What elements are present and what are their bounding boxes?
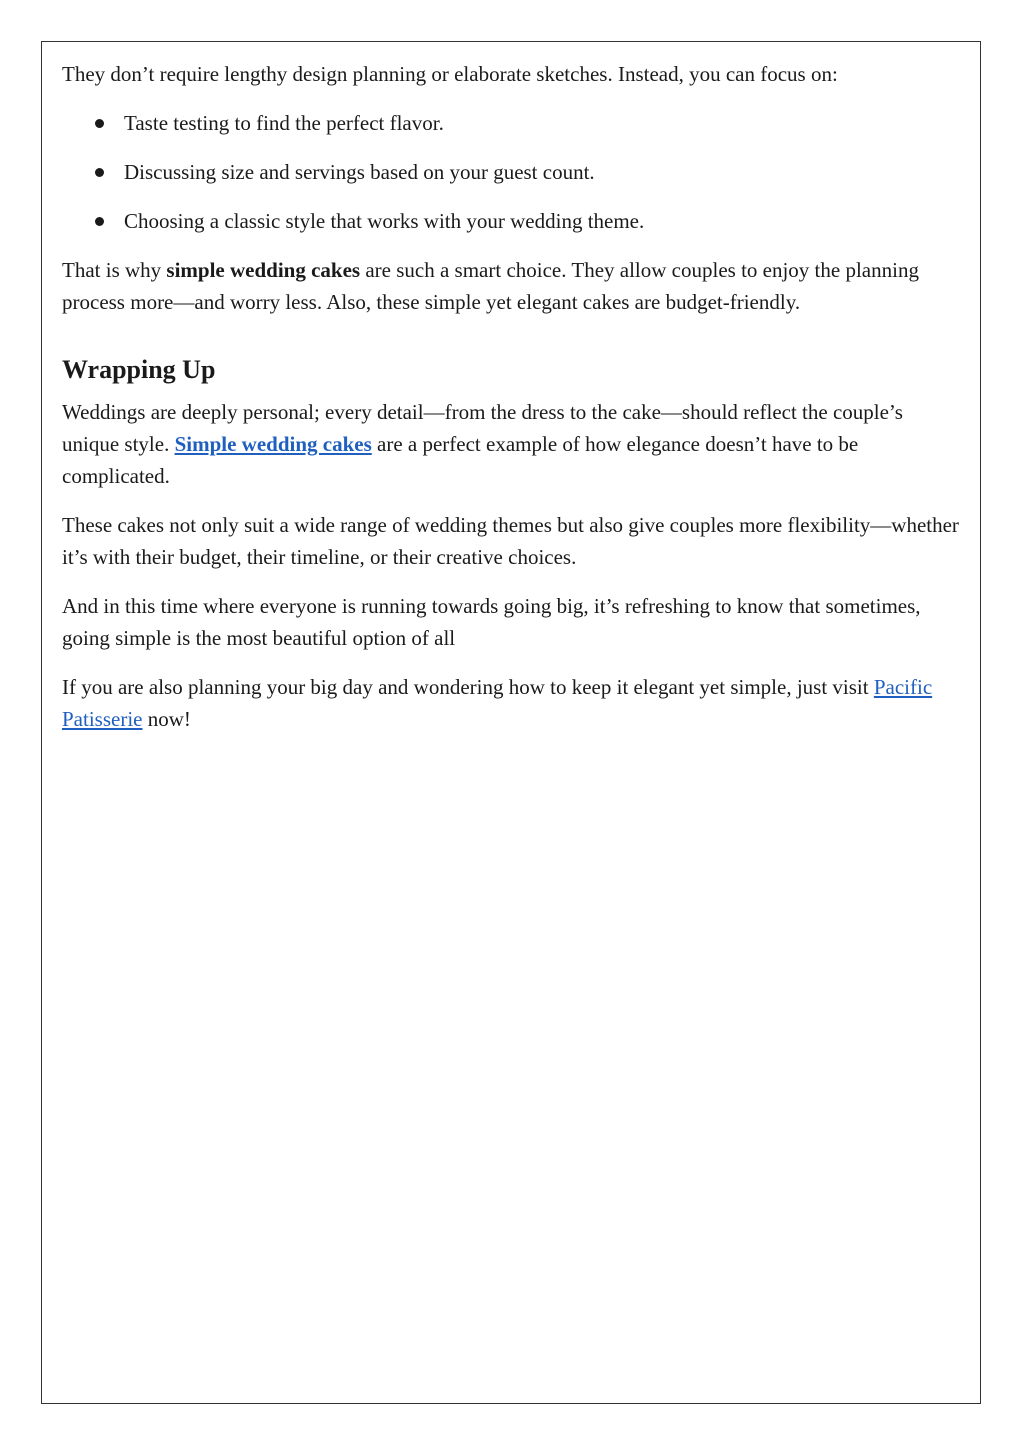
smart-choice-paragraph — [62, 254, 962, 318]
visit-text-after: now! — [142, 707, 191, 731]
list-item — [62, 107, 962, 139]
bullet-icon — [95, 217, 104, 226]
smart-choice-emphasis: simple wedding cakes — [166, 258, 361, 282]
personal-text-after: are a perfect example of how elegance doesn’t have to be complicated. — [62, 432, 859, 488]
list-item — [62, 156, 962, 188]
flexibility-paragraph: These cakes not only suit a wide range of wedding themes but also give couples more flexibility—whether it’s with their budget, their timeline, or their creative choices. — [62, 513, 959, 569]
pacific-patisserie-link[interactable]: Pacific Patisserie — [62, 675, 933, 731]
list-item-text: Choosing a classic style that works with your wedding theme. — [124, 209, 645, 233]
focus-list — [62, 107, 962, 237]
list-item-text: Discussing size and servings based on your guest count. — [124, 160, 595, 184]
simple-wedding-cakes-link[interactable]: Simple wedding cakes — [174, 432, 372, 456]
personal-text-before: Weddings are deeply personal; every detail—from the dress to the cake—should reflect the couple’s unique style. — [62, 400, 903, 456]
list-item-text: Taste testing to find the perfect flavor. — [124, 111, 444, 135]
smart-choice-text-before: That is why — [62, 258, 167, 282]
bullet-icon — [95, 168, 104, 177]
intro-paragraph: They don’t require lengthy design planning or elaborate sketches. Instead, you can focus on: — [62, 62, 838, 86]
smart-choice-text-after: are such a smart choice. They allow couples to enjoy the planning process more—and worry less. Also, these simple yet elegant cakes are budget-friendly. — [62, 258, 919, 314]
going-simple-paragraph: And in this time where everyone is running towards going big, it’s refreshing to know that sometimes, going simple is the most beautiful option of all — [62, 594, 921, 650]
list-item — [62, 205, 962, 237]
bullet-icon — [95, 119, 104, 128]
section-heading: Wrapping Up — [62, 355, 216, 384]
personal-paragraph — [62, 396, 962, 492]
visit-text-before: If you are also planning your big day and wondering how to keep it elegant yet simple, just visit — [62, 675, 874, 699]
visit-paragraph — [62, 671, 962, 735]
document-body — [62, 58, 962, 752]
